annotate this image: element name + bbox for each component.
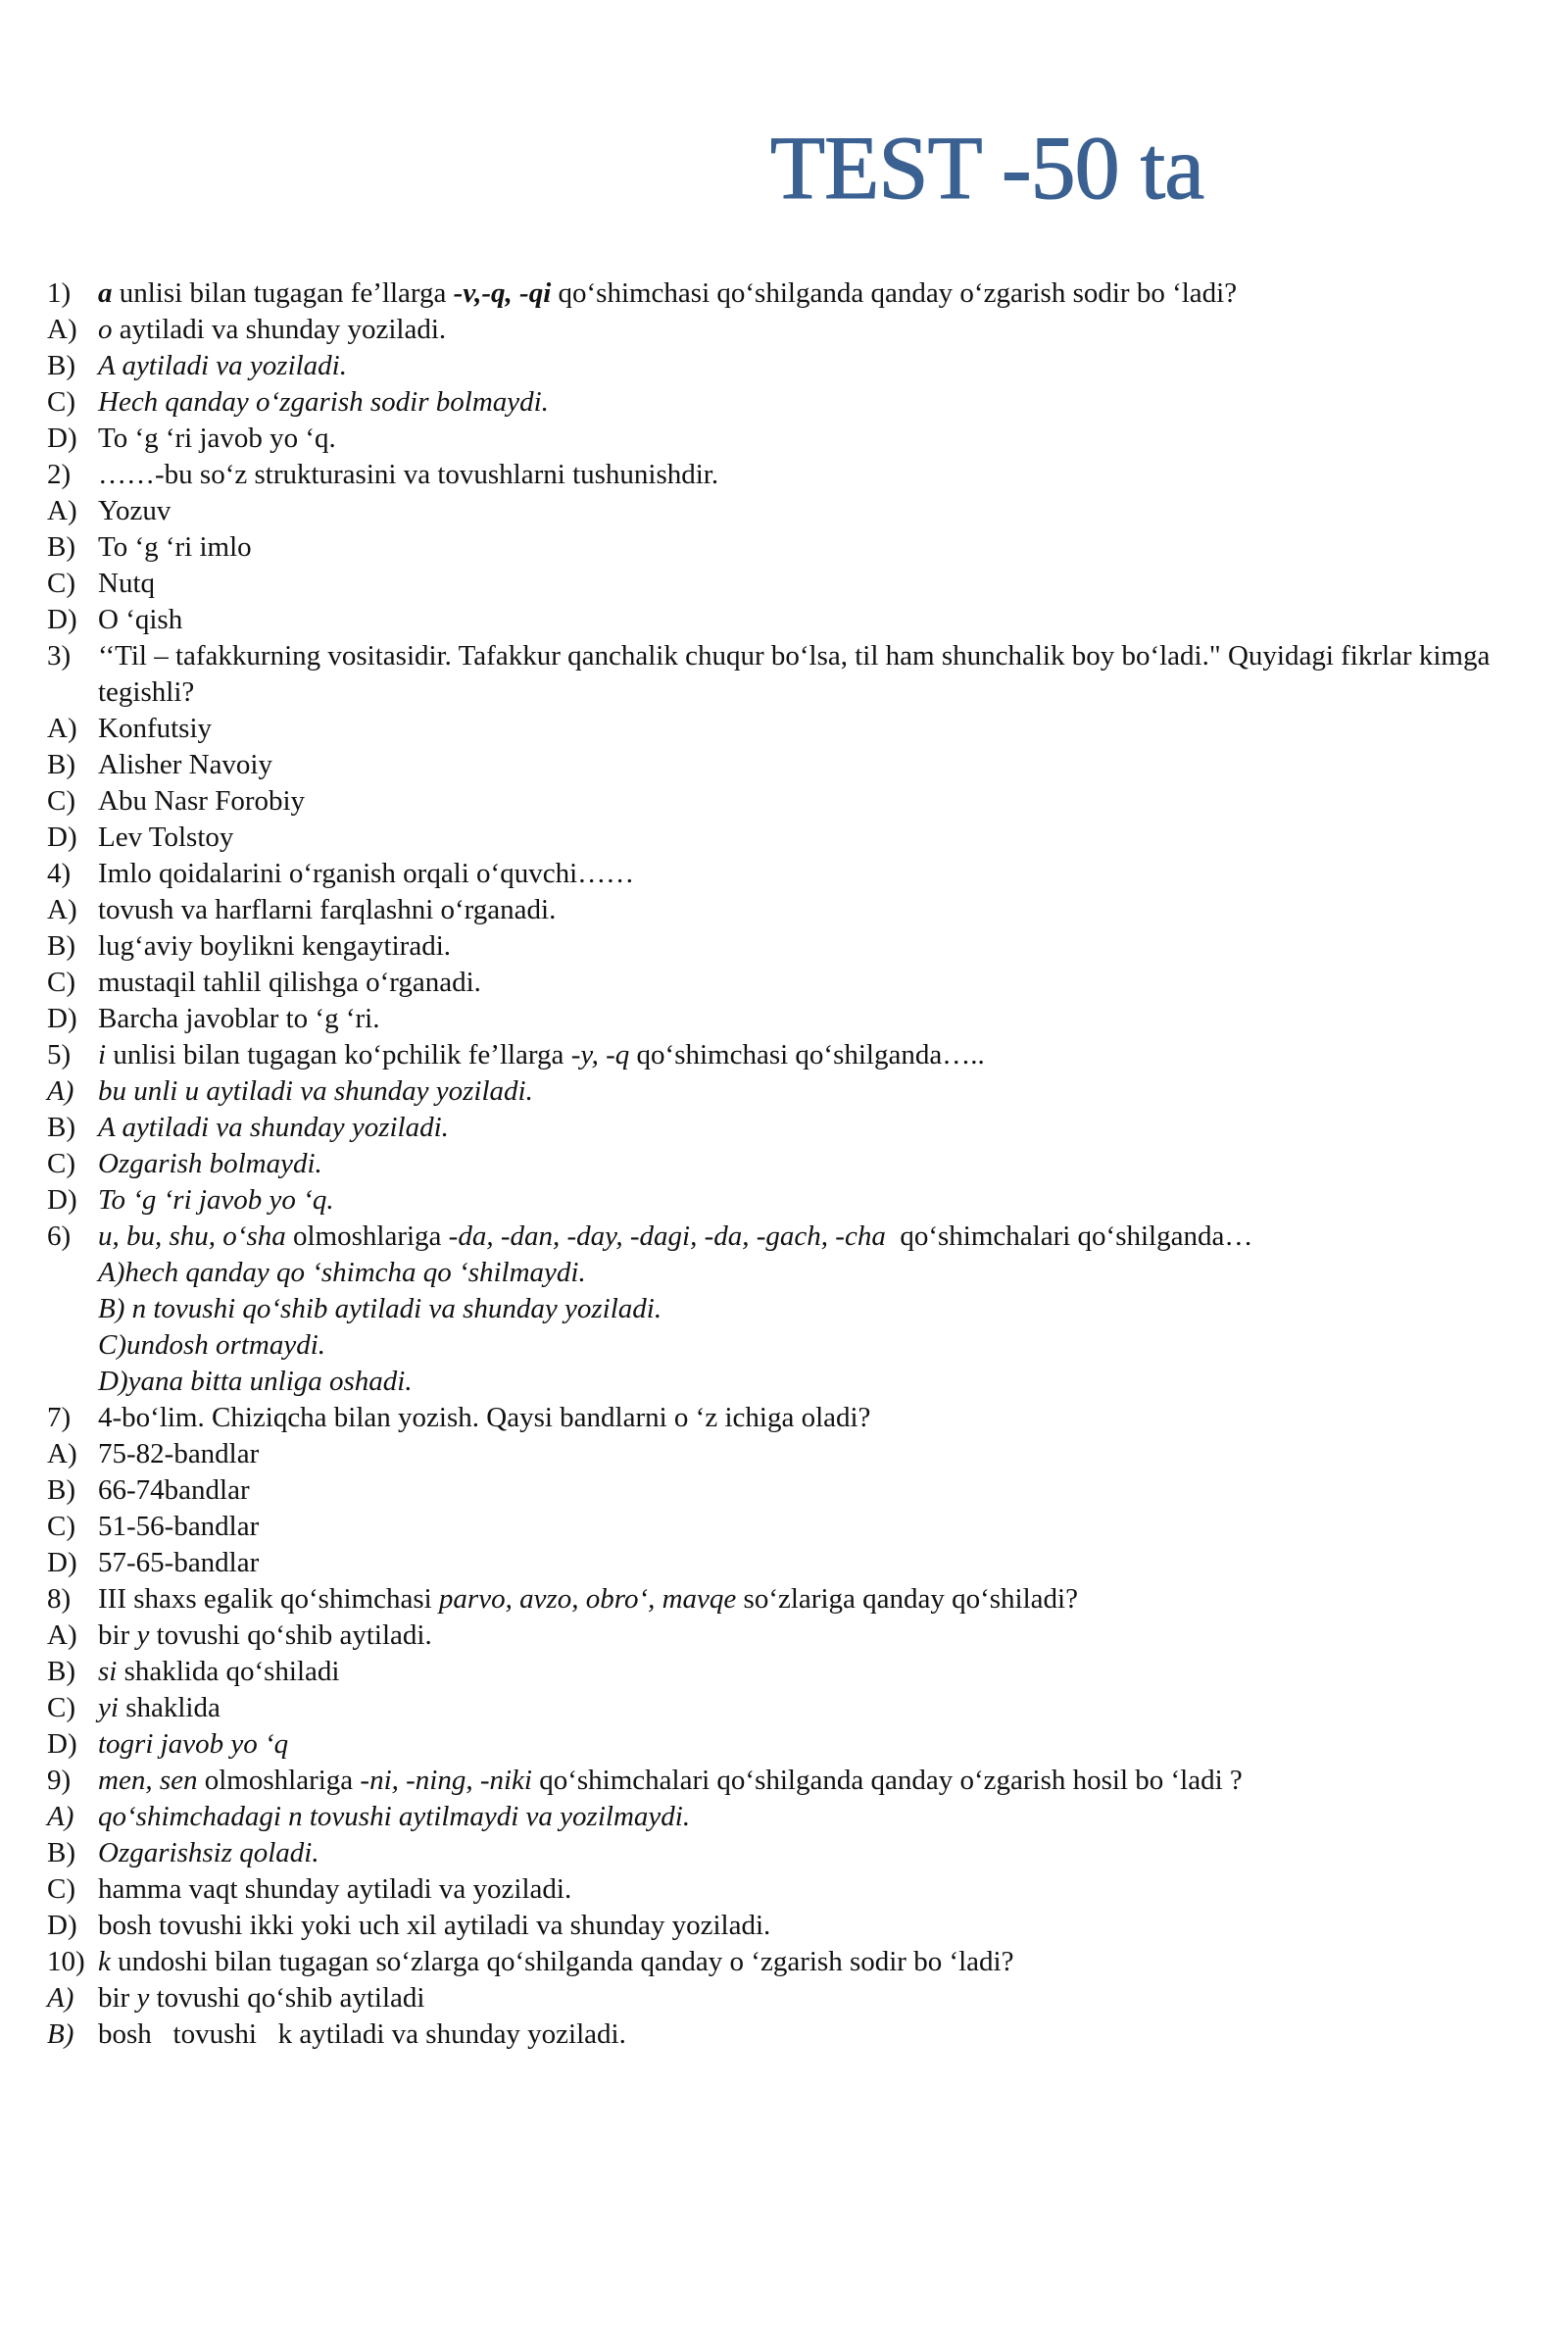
option-text	[98, 1327, 1529, 1364]
option-text	[98, 529, 1529, 566]
option-text	[98, 1436, 1529, 1472]
question-stem-label: 8)	[47, 1583, 72, 1615]
text-segment: A aytiladi va shunday yoziladi.	[98, 1112, 449, 1143]
document-page	[0, 118, 1568, 2053]
text-segment: qo‘shimchadagi n tovushi aytilmaydi va yozilmaydi.	[98, 1801, 691, 1832]
option-label: A)	[47, 314, 77, 345]
text-segment: Imlo qoidalarini o‘rganish orqali o‘quvchi……	[98, 858, 635, 889]
text-segment: To ‘g ‘ri imlo	[98, 531, 252, 563]
question-list	[47, 275, 1529, 2053]
option-row	[47, 1871, 1529, 1908]
option-text	[98, 1654, 1529, 1690]
option-text	[98, 1146, 1529, 1182]
text-segment: -da, -dan, -day, -dagi, -da, -gach, -cha	[448, 1220, 886, 1252]
question-stem-label: 4)	[47, 858, 72, 889]
option-row	[47, 602, 1529, 638]
text-segment: Hech qanday o‘zgarish sodir bolmaydi.	[98, 386, 549, 418]
text-segment: Abu Nasr Forobiy	[98, 785, 306, 817]
option-row	[47, 1110, 1529, 1146]
text-segment: mustaqil tahlil qilishga o‘rganadi.	[98, 967, 481, 998]
text-segment: Ozgarishsiz qoladi.	[98, 1837, 319, 1868]
text-segment: bu unli u aytiladi va shunday yoziladi.	[98, 1075, 533, 1107]
text-segment: To ‘g ‘ri javob yo ‘q.	[98, 1184, 334, 1216]
option-row	[47, 747, 1529, 783]
option-label: D)	[47, 1003, 77, 1034]
question-stem-label: 2)	[47, 459, 72, 490]
option-text	[98, 493, 1529, 529]
option-label: B)	[47, 2018, 74, 2050]
option-text	[98, 1255, 1529, 1291]
text-segment: -v,-q, -qi	[453, 277, 552, 309]
text-segment: bosh tovushi k aytiladi va shunday yoziladi.	[98, 2018, 626, 2050]
option-row	[47, 1654, 1529, 1690]
option-label: C)	[47, 386, 75, 418]
text-segment: shaklida qo‘shiladi	[117, 1656, 340, 1687]
option-label: B)	[47, 749, 75, 780]
text-segment: si	[98, 1656, 118, 1687]
text-segment: men, sen	[98, 1765, 198, 1796]
text-segment: qo‘shimchalari qo‘shilganda qanday o‘zgarish hosil bo ‘ladi ?	[531, 1765, 1243, 1796]
text-segment: Barcha javoblar to ‘g ‘ri.	[98, 1003, 380, 1034]
option-row	[47, 1291, 1529, 1327]
text-segment: so‘zlariga qanday qo‘shiladi?	[736, 1583, 1078, 1615]
text-segment: -ni, -ning, -niki	[360, 1765, 532, 1796]
option-text	[98, 1182, 1529, 1219]
option-label: C)	[47, 1511, 75, 1542]
text-segment: III shaxs egalik qo‘shimchasi	[98, 1583, 439, 1615]
text-segment: Ozgarish bolmaydi.	[98, 1148, 322, 1179]
option-label: D)	[47, 604, 77, 635]
option-row	[47, 1327, 1529, 1364]
option-text	[98, 602, 1529, 638]
text-segment: C)undosh ortmaydi.	[98, 1329, 325, 1361]
text-segment: A aytiladi va yoziladi.	[98, 350, 347, 381]
question-stem-text	[98, 638, 1529, 711]
option-text	[98, 1364, 1529, 1400]
question-stem-text	[98, 856, 1529, 892]
question-stem-label: 1)	[47, 277, 72, 309]
option-label: B)	[47, 1656, 75, 1687]
text-segment: u, bu, shu, o‘sha	[98, 1220, 286, 1252]
text-segment: yi	[98, 1692, 119, 1723]
text-segment: tovushi qo‘shib aytiladi	[149, 1982, 425, 2014]
option-label: C)	[47, 967, 75, 998]
option-label: A)	[47, 1801, 74, 1832]
text-segment: A)hech qanday qo ‘shimcha qo ‘shilmaydi.	[98, 1257, 586, 1288]
question-stem-text	[98, 1763, 1529, 1799]
text-segment: To ‘g ‘ri javob yo ‘q.	[98, 423, 336, 454]
option-row	[47, 1908, 1529, 1944]
text-segment: 4-bo‘lim. Chiziqcha bilan yozish. Qaysi bandlarni o ‘z ichiga oladi?	[98, 1402, 871, 1433]
text-segment: bir	[98, 1619, 137, 1651]
option-row	[47, 820, 1529, 856]
option-label: C)	[47, 1873, 75, 1905]
text-segment: olmoshlariga	[285, 1220, 449, 1252]
option-row	[47, 1690, 1529, 1726]
option-row	[47, 1182, 1529, 1219]
option-text	[98, 965, 1529, 1001]
text-segment: Nutq	[98, 568, 155, 599]
text-segment: bosh tovushi ikki yoki uch xil aytiladi va shunday yoziladi.	[98, 1910, 771, 1941]
question-stem-label: 7)	[47, 1402, 72, 1433]
text-segment: undoshi bilan tugagan so‘zlarga qo‘shilganda qanday o ‘zgarish sodir bo ‘ladi?	[110, 1946, 1014, 1977]
text-segment: y	[136, 1619, 150, 1651]
option-text	[98, 1871, 1529, 1908]
option-text	[98, 1618, 1529, 1654]
option-label: B)	[47, 1837, 75, 1868]
option-row	[47, 529, 1529, 566]
text-segment: i	[98, 1039, 107, 1070]
text-segment: togri javob yo ‘q	[98, 1728, 289, 1760]
text-segment: k	[98, 1946, 111, 1977]
text-segment: 51-56-bandlar	[98, 1511, 260, 1542]
option-text	[98, 820, 1529, 856]
option-text	[98, 1472, 1529, 1509]
option-text	[98, 1545, 1529, 1581]
option-label: D)	[47, 1728, 77, 1760]
option-row	[47, 2016, 1529, 2053]
question-stem-row	[47, 275, 1529, 312]
question-stem-label: 10)	[47, 1946, 85, 1977]
option-row	[47, 1255, 1529, 1291]
question-stem-text	[98, 1037, 1529, 1073]
option-label: A)	[47, 1619, 77, 1651]
question-stem-row	[47, 1037, 1529, 1073]
option-label: D)	[47, 1184, 77, 1216]
option-text	[98, 1799, 1529, 1835]
question-stem-text	[98, 1581, 1529, 1618]
option-text	[98, 1509, 1529, 1545]
option-row	[47, 1545, 1529, 1581]
option-row	[47, 892, 1529, 928]
option-text	[98, 348, 1529, 384]
question-stem-text	[98, 1219, 1529, 1255]
option-row	[47, 1835, 1529, 1871]
question-stem-row	[47, 1944, 1529, 1980]
option-row	[47, 965, 1529, 1001]
option-text	[98, 1690, 1529, 1726]
option-row	[47, 348, 1529, 384]
page-title: TEST -50 ta	[769, 118, 1204, 218]
question-stem-row	[47, 1219, 1529, 1255]
text-segment: Konfutsiy	[98, 713, 212, 744]
option-label: C)	[47, 568, 75, 599]
option-text	[98, 1980, 1529, 2016]
option-text	[98, 1835, 1529, 1871]
option-label: A)	[47, 1982, 74, 2014]
option-text	[98, 892, 1529, 928]
option-row	[47, 493, 1529, 529]
question-stem-text	[98, 1400, 1529, 1436]
option-label: B)	[47, 1112, 75, 1143]
text-segment: 66-74bandlar	[98, 1474, 250, 1506]
text-segment: Lev Tolstoy	[98, 821, 234, 853]
text-segment: ……-bu so‘z strukturasini va tovushlarni tushunishdir.	[98, 459, 719, 490]
option-row	[47, 1799, 1529, 1835]
question-stem-label: 5)	[47, 1039, 72, 1070]
text-segment: qo‘shimchasi qo‘shilganda qanday o‘zgarish sodir bo ‘ladi?	[551, 277, 1238, 309]
text-segment: O ‘qish	[98, 604, 183, 635]
text-segment: tovush va harflarni farqlashni o‘rganadi.	[98, 894, 557, 925]
text-segment: o	[98, 314, 113, 345]
option-row	[47, 1436, 1529, 1472]
option-text	[98, 783, 1529, 820]
question-stem-label: 9)	[47, 1765, 72, 1796]
option-label: B)	[47, 930, 75, 962]
question-stem-row	[47, 1581, 1529, 1618]
question-stem-label: 6)	[47, 1220, 72, 1252]
text-segment: Yozuv	[98, 495, 172, 526]
option-label: B)	[47, 1474, 75, 1506]
question-stem-text	[98, 457, 1529, 493]
text-segment: B) n tovushi qo‘shib aytiladi va shunday yoziladi.	[98, 1293, 662, 1324]
text-segment: -y, -q	[570, 1039, 630, 1070]
text-segment: Alisher Navoiy	[98, 749, 272, 780]
option-text	[98, 1073, 1529, 1110]
option-row	[47, 1618, 1529, 1654]
question-stem-text	[98, 275, 1529, 312]
question-stem-row	[47, 1763, 1529, 1799]
option-text	[98, 2016, 1529, 2053]
text-segment: qo‘shimchasi qo‘shilganda…..	[629, 1039, 985, 1070]
question-stem-text	[98, 1944, 1529, 1980]
option-row	[47, 1472, 1529, 1509]
option-row	[47, 1001, 1529, 1037]
option-label: C)	[47, 1148, 75, 1179]
option-text	[98, 384, 1529, 421]
option-row	[47, 1364, 1529, 1400]
option-row	[47, 1146, 1529, 1182]
option-row	[47, 711, 1529, 747]
option-label: A)	[47, 495, 77, 526]
option-row	[47, 1980, 1529, 2016]
option-row	[47, 384, 1529, 421]
text-segment: 75-82-bandlar	[98, 1438, 260, 1469]
option-label: C)	[47, 785, 75, 817]
option-label: A)	[47, 713, 77, 744]
text-segment: qo‘shimchalari qo‘shilganda…	[885, 1220, 1253, 1252]
text-segment: tovushi qo‘shib aytiladi.	[149, 1619, 432, 1651]
text-segment: ‘‘Til – tafakkurning vositasidir. Tafakkur qanchalik chuqur bo‘lsa, til ham shunchalik boy bo‘ladi." Quyidagi fikrlar kimga tegishli?	[98, 640, 1491, 708]
option-text	[98, 1110, 1529, 1146]
option-row	[47, 312, 1529, 348]
text-segment: a	[98, 277, 113, 309]
option-label: A)	[47, 1075, 74, 1107]
text-segment: D)yana bitta unliga oshadi.	[98, 1366, 413, 1397]
option-label: D)	[47, 1547, 77, 1578]
text-segment: olmoshlariga	[197, 1765, 361, 1796]
option-label: B)	[47, 350, 75, 381]
option-text	[98, 566, 1529, 602]
text-segment: hamma vaqt shunday aytiladi va yoziladi.	[98, 1873, 572, 1905]
option-row	[47, 783, 1529, 820]
text-segment: shaklida	[118, 1692, 220, 1723]
option-text	[98, 1908, 1529, 1944]
text-segment: unlisi bilan tugagan fe’llarga	[112, 277, 454, 309]
option-row	[47, 1509, 1529, 1545]
option-text	[98, 747, 1529, 783]
text-segment: y	[136, 1982, 150, 2014]
option-text	[98, 928, 1529, 965]
option-text	[98, 1001, 1529, 1037]
option-row	[47, 566, 1529, 602]
question-stem-label: 3)	[47, 640, 72, 672]
text-segment: parvo, avzo, obro‘, mavqe	[438, 1583, 737, 1615]
option-text	[98, 1291, 1529, 1327]
option-row	[47, 1073, 1529, 1110]
text-segment: 57-65-bandlar	[98, 1547, 260, 1578]
option-label: D)	[47, 821, 77, 853]
option-text	[98, 421, 1529, 457]
question-stem-row	[47, 856, 1529, 892]
text-segment: aytiladi va shunday yoziladi.	[112, 314, 447, 345]
question-stem-row	[47, 457, 1529, 493]
option-label: B)	[47, 531, 75, 563]
text-segment: bir	[98, 1982, 137, 2014]
text-segment: unlisi bilan tugagan ko‘pchilik fe’llarga	[106, 1039, 571, 1070]
option-label: A)	[47, 894, 77, 925]
option-label: A)	[47, 1438, 77, 1469]
question-stem-row	[47, 1400, 1529, 1436]
option-row	[47, 421, 1529, 457]
option-label: C)	[47, 1692, 75, 1723]
text-segment: lug‘aviy boylikni kengaytiradi.	[98, 930, 452, 962]
option-label: D)	[47, 1910, 77, 1941]
question-stem-row	[47, 638, 1529, 711]
option-row	[47, 928, 1529, 965]
option-text	[98, 1726, 1529, 1763]
option-label: D)	[47, 423, 77, 454]
option-row	[47, 1726, 1529, 1763]
option-text	[98, 711, 1529, 747]
option-text	[98, 312, 1529, 348]
